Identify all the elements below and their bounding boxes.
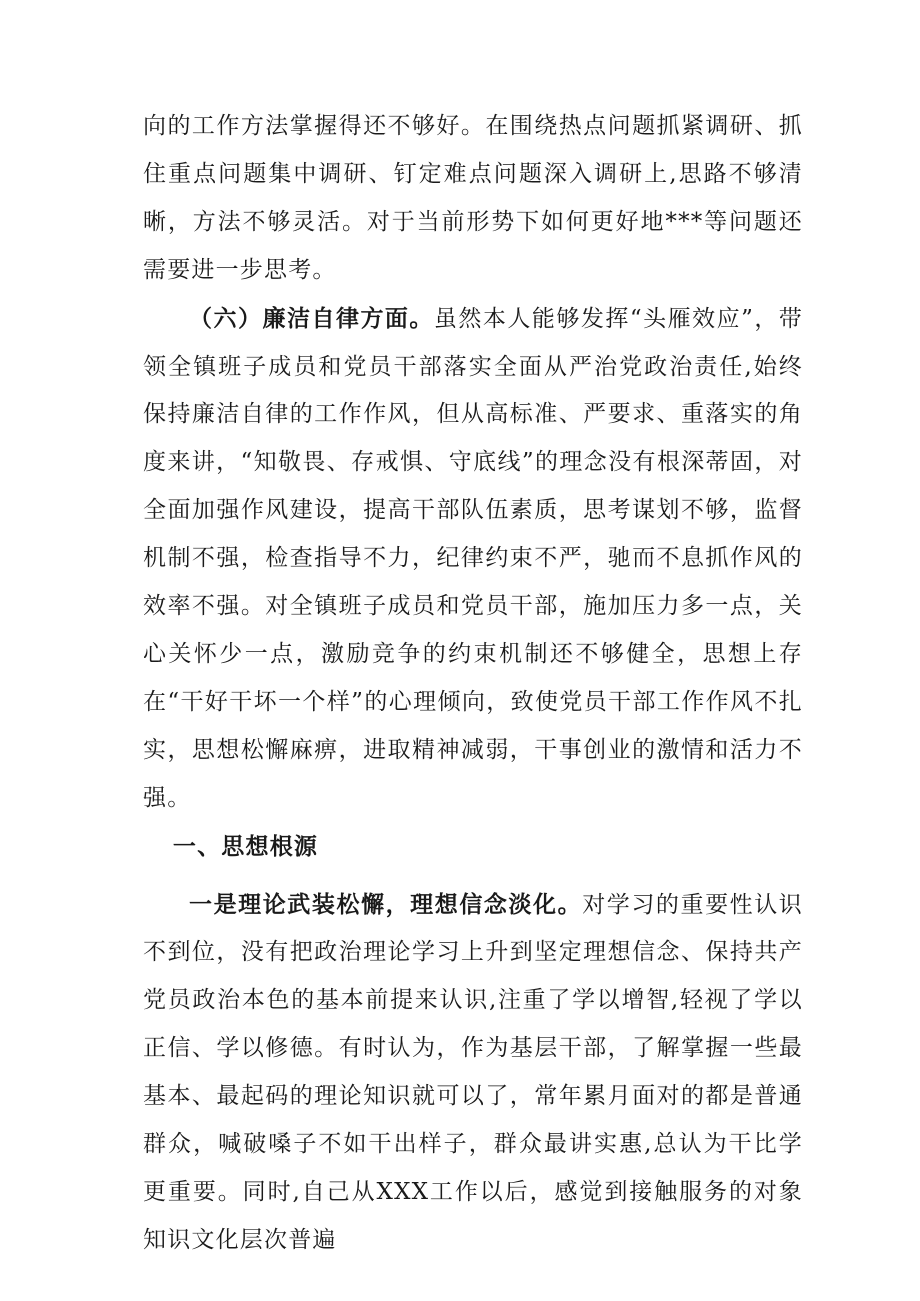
paragraph-lead-heading: （六）廉洁自律方面。: [189, 304, 434, 332]
section-heading: 一、思想根源: [172, 832, 319, 860]
paragraph-continuation: [143, 103, 803, 295]
paragraph-text: 对学习的重要性认识不到位，没有把政治理论学习上升到坚定理想信念、保持共产党员政治本色的基本前提来认识,注重了学以增智,轻视了学以正信、学以修德。有时认为，作为基层干部，了解掌握一些最基本、最起码的理论知识就可以了，常年累月面对的都是普通群众，喊破嗓子不如干出样子，群众最讲实惠,总认为干比学更重要。同时,自己从XXX工作以后，感觉到接触服务的对象知识文化层次普遍: [143, 891, 803, 1253]
paragraph-integrity-self-discipline: [143, 295, 803, 823]
section-spacer: [143, 871, 803, 881]
paragraph-text: 向的工作方法掌握得还不够好。在围绕热点问题抓紧调研、抓住重点问题集中调研、钉定难点问题深入调研上,思路不够清晰，方法不够灵活。对于当前形势下如何更好地***等问题还需要进一步思考。: [143, 113, 803, 283]
paragraph-theory-armament: [143, 881, 803, 1265]
paragraph-text: 虽然本人能够发挥“头雁效应”，带领全镇班子成员和党员干部落实全面从严治党政治责任,始终保持廉洁自律的工作作风，但从高标准、严要求、重落实的角度来讲，“知敬畏、存戒惧、守底线”的理念没有根深蒂固，对全面加强作风建设，提高干部队伍素质，思考谋划不够，监督机制不强，检查指导不力，纪律约束不严，驰而不息抓作风的效率不强。对全镇班子成员和党员干部，施加压力多一点，关心关怀少一点，激励竞争的约束机制还不够健全，思想上存在“干好干坏一个样”的心理倾向，致使党员干部工作作风不扎实，思想松懈麻痹，进取精神减弱，干事创业的激情和活力不强。: [143, 305, 804, 811]
document-body: [143, 103, 803, 1265]
paragraph-lead-heading: 一是理论武装松懈，理想信念淡化。: [189, 890, 583, 918]
